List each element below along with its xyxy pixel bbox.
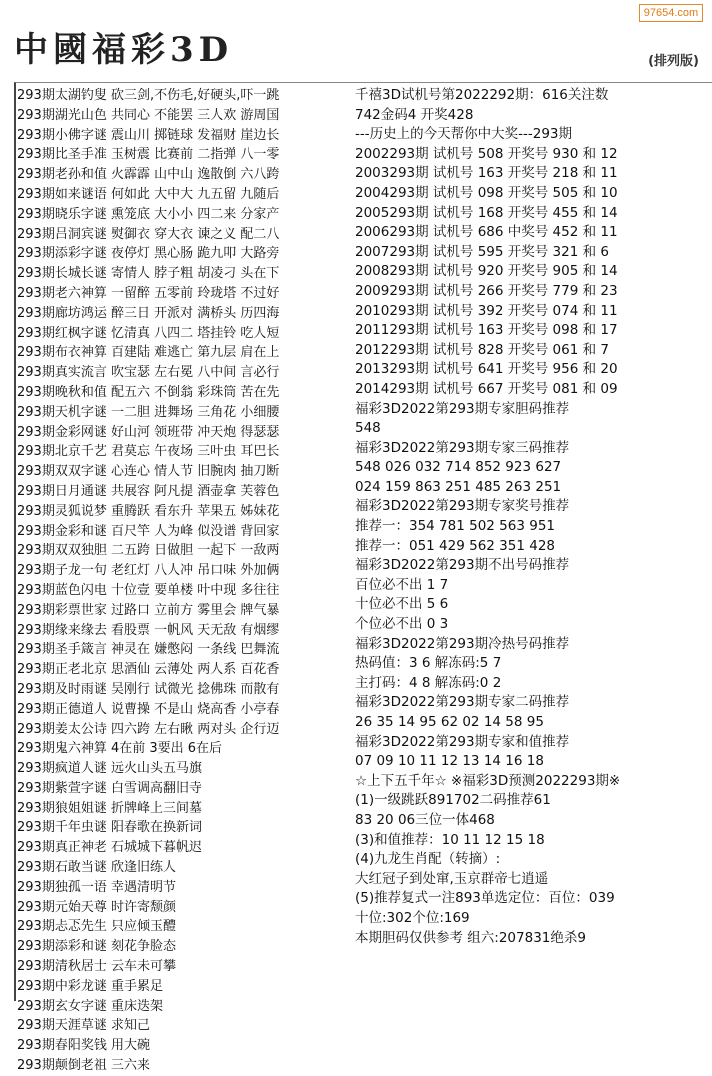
prediction-line: 福彩3D2022第293期专家和值推荐 (355, 733, 570, 750)
riddle-row: 293期真实流言 吹宝瑟 左右冕 八中间 言必行 (17, 365, 280, 381)
prediction-line: 07 09 10 11 12 13 14 16 18 (355, 753, 544, 770)
prediction-line: 2005293期 试机号 168 开奖号 455 和 14 (355, 204, 618, 221)
prediction-line: 548 (355, 420, 381, 437)
prediction-line: 十位必不出 5 6 (355, 596, 449, 613)
riddle-row: 293期蓝色闪电 十位壹 要单楼 叶中现 多往往 (17, 582, 280, 598)
edition-label: (排列版) (648, 54, 699, 69)
riddle-row: 293期添彩字谜 夜停灯 黑心肠 跪九叩 大路旁 (17, 246, 280, 262)
riddle-row: 293期疯道人谜 远火山头五马旗 (17, 761, 202, 777)
riddle-row: 293期正德道人 说曹操 不是山 烧高香 小亭春 (17, 701, 280, 717)
riddle-row: 293期灵狐说梦 重腾跃 看东升 苹果五 姊妹花 (17, 503, 280, 519)
riddle-row: 293期吕洞宾谜 熨御衣 穿大衣 谏之义 配二八 (17, 226, 280, 242)
riddle-row: 293期及时雨谜 吴刚行 试微光 捻佛珠 而散有 (17, 681, 280, 697)
riddle-row: 293期春阳奖钱 用大碗 (17, 1038, 150, 1054)
riddle-row: 293期添彩和谜 刻花争脸态 (17, 939, 176, 955)
prediction-line: 个位必不出 0 3 (355, 616, 449, 633)
riddle-row: 293期太湖钓叟 砍三剑,不伤毛,好硬头,吓一跳 (17, 88, 280, 103)
prediction-line: 十位:302个位:169 (355, 909, 470, 926)
prediction-line: 83 20 06三位一体468 (355, 811, 495, 828)
riddle-row: 293期晓乐字谜 熏笼底 大小小 四二来 分家产 (17, 206, 280, 222)
prediction-line: 福彩3D2022第293期冷热号码推荐 (355, 635, 570, 652)
riddle-row: 293期老孙和值 火霹霹 山中山 逸散倒 六八跨 (17, 167, 280, 183)
prediction-line: 2004293期 试机号 098 开奖号 505 和 10 (355, 184, 618, 201)
prediction-line: 福彩3D2022第293期专家奖号推荐 (355, 498, 570, 515)
riddle-row: 293期元始天尊 时许寄颓颜 (17, 899, 176, 915)
prediction-line: 大红冠子到处窜,玉京群帝七逍遥 (355, 870, 549, 887)
riddle-row: 293期红枫字谜 忆清真 八四二 塔挂铃 吃人短 (17, 325, 280, 341)
riddle-row: 293期天机字谜 一二胆 进舞场 三角花 小细腰 (17, 404, 280, 420)
riddle-row: 293期金彩网谜 好山河 领班带 冲天炮 得瑟瑟 (17, 424, 280, 440)
riddle-row: 293期老六神算 一留醉 五零前 玲珑塔 不过好 (17, 285, 280, 301)
prediction-line: 2010293期 试机号 392 开奖号 074 和 11 (355, 302, 618, 319)
riddle-row: 293期颠倒老祖 三六来 (17, 1058, 150, 1074)
prediction-line: 2011293期 试机号 163 开奖号 098 和 17 (355, 322, 618, 339)
riddle-row: 293期廊坊鸿运 醉三日 开派对 满桥头 历四海 (17, 305, 280, 321)
prediction-line: 福彩3D2022第293期专家二码推荐 (355, 694, 570, 711)
riddle-row: 293期真正神老 石城城下暮帆迟 (17, 840, 202, 856)
riddle-row: 293期天涯草谜 求知己 (17, 1018, 150, 1034)
prediction-line: (3)和值推荐：10 11 12 15 18 (355, 831, 545, 848)
prediction-line: 2009293期 试机号 266 开奖号 779 和 23 (355, 282, 618, 299)
prediction-line: 推荐一：051 429 562 351 428 (355, 537, 556, 554)
prediction-line: 26 35 14 95 62 02 14 58 95 (355, 714, 544, 730)
prediction-line: 福彩3D2022第293期专家三码推荐 (355, 439, 570, 456)
riddle-row: 293期石敢当谜 欣逢旧练人 (17, 860, 176, 876)
riddle-row: 293期北京千艺 君莫忘 午夜场 三叶虫 耳巴长 (17, 444, 280, 460)
riddle-row: 293期湖光山色 共同心 不能罢 三人欢 游周国 (17, 107, 280, 123)
prediction-column (355, 86, 705, 1001)
riddle-row: 293期双双字谜 心连心 情人节 旧腕肉 抽刀断 (17, 464, 280, 480)
prediction-line: 热码值：3 6 解冻码:5 7 (355, 655, 502, 672)
prediction-line: 千禧3D试机号第2022292期：616关注数 (355, 87, 609, 103)
riddle-row: 293期玄女字谜 重床迭架 (17, 998, 163, 1014)
riddle-row: 293期鬼六神算 4在前 3要出 6在后 (17, 741, 223, 757)
riddle-row: 293期千年虫谜 阳春歌在换新词 (17, 820, 202, 836)
riddle-row: 293期比圣手准 玉树震 比赛前 二指弹 八一零 (17, 147, 280, 163)
riddle-row: 293期如来谜语 何如此 大中大 九五留 九随后 (17, 186, 280, 202)
riddle-row: 293期清秋居士 云车未可攀 (17, 959, 176, 975)
prediction-line: 福彩3D2022第293期专家胆码推荐 (355, 400, 570, 417)
prediction-line: 2012293期 试机号 828 开奖号 061 和 7 (355, 341, 609, 358)
prediction-line: 548 026 032 714 852 923 627 (355, 459, 562, 476)
prediction-line: 百位必不出 1 7 (355, 576, 449, 593)
riddle-row: 293期晚秋和值 配五六 不倒翁 彩珠筒 苦在先 (17, 384, 280, 400)
riddle-row: 293期紫萱字谜 白雪调高翻旧寺 (17, 780, 202, 796)
prediction-line: 2002293期 试机号 508 开奖号 930 和 12 (355, 145, 618, 162)
riddle-row: 293期布衣神算 百建陆 难逃亡 第九层 肩在上 (17, 345, 280, 361)
riddle-row: 293期中彩龙谜 重手累足 (17, 978, 163, 994)
riddle-row: 293期双双独胆 二五跨 日做胆 一起下 一敌两 (17, 543, 280, 559)
prediction-line: 2007293期 试机号 595 开奖号 321 和 6 (355, 243, 609, 260)
prediction-line: 2003293期 试机号 163 开奖号 218 和 11 (355, 165, 618, 182)
prediction-line: 推荐一：354 781 502 563 951 (355, 518, 556, 535)
riddle-row: 293期小佛字谜 震山川 掷链球 发福财 崖边长 (17, 127, 280, 143)
prediction-line: ---历史上的今天帮你中大奖---293期 (355, 126, 572, 143)
riddle-row: 293期彩票世家 过路口 立前方 雾里会 牌气暴 (17, 602, 280, 618)
prediction-line: 主打码：4 8 解冻码:0 2 (355, 674, 502, 691)
prediction-line: (4)九龙生肖配（转摘）: (355, 851, 501, 868)
riddle-row: 293期缘来缘去 看股票 一帆风 天无敌 有烟缪 (17, 622, 280, 638)
site-watermark: 97654.com (639, 4, 703, 22)
prediction-line: 2014293期 试机号 667 开奖号 081 和 09 (355, 380, 618, 397)
prediction-line: (5)推荐复式一注893单选定位：百位：039 (355, 890, 615, 907)
page-title: 中國福彩3D (14, 30, 234, 70)
prediction-line: 福彩3D2022第293期不出号码推荐 (355, 557, 570, 574)
riddle-row: 293期姜太公诗 四六跨 左右瞅 两对头 企行迈 (17, 721, 280, 737)
riddle-row: 293期子龙一句 老红灯 八人冲 吊口味 外加俩 (17, 563, 280, 579)
riddle-row: 293期金彩和谜 百尺竿 人为峰 似没谱 背回家 (17, 523, 280, 539)
prediction-line: (1)一级跳跃891702二码推荐61 (355, 792, 551, 809)
riddle-list (17, 86, 353, 1074)
prediction-line: 2013293期 试机号 641 开奖号 956 和 20 (355, 361, 618, 378)
riddle-row: 293期日月通谜 共展容 阿凡提 酒壶拿 芙蓉色 (17, 483, 280, 499)
prediction-line: 2008293期 试机号 920 开奖号 905 和 14 (355, 263, 618, 280)
riddle-row: 293期正老北京 思酒仙 云薄处 两人系 百花香 (17, 662, 280, 678)
riddle-row: 293期忐忑先生 只应倾玉醴 (17, 919, 176, 935)
prediction-line: 2006293期 试机号 686 中奖号 452 和 11 (355, 224, 618, 241)
prediction-line: 本期胆码仅供参考 组六:207831绝杀9 (355, 929, 586, 946)
riddle-row: 293期圣手箴言 神灵在 嫌憋闷 一条线 巴舞流 (17, 642, 280, 658)
riddle-row: 293期独孤一语 幸遇清明节 (17, 879, 176, 895)
prediction-line: 024 159 863 251 485 263 251 (355, 478, 562, 495)
riddle-row: 293期长城长谜 寄情人 脖子粗 胡凌刁 头在下 (17, 266, 280, 282)
prediction-line: 742金码4 开奖428 (355, 106, 474, 123)
page-header (0, 18, 709, 70)
prediction-line: ☆上下五千年☆ ※福彩3D预测2022293期※ (355, 772, 621, 789)
riddle-row: 293期狼姐姐谜 折牌峰上三间墓 (17, 800, 202, 816)
